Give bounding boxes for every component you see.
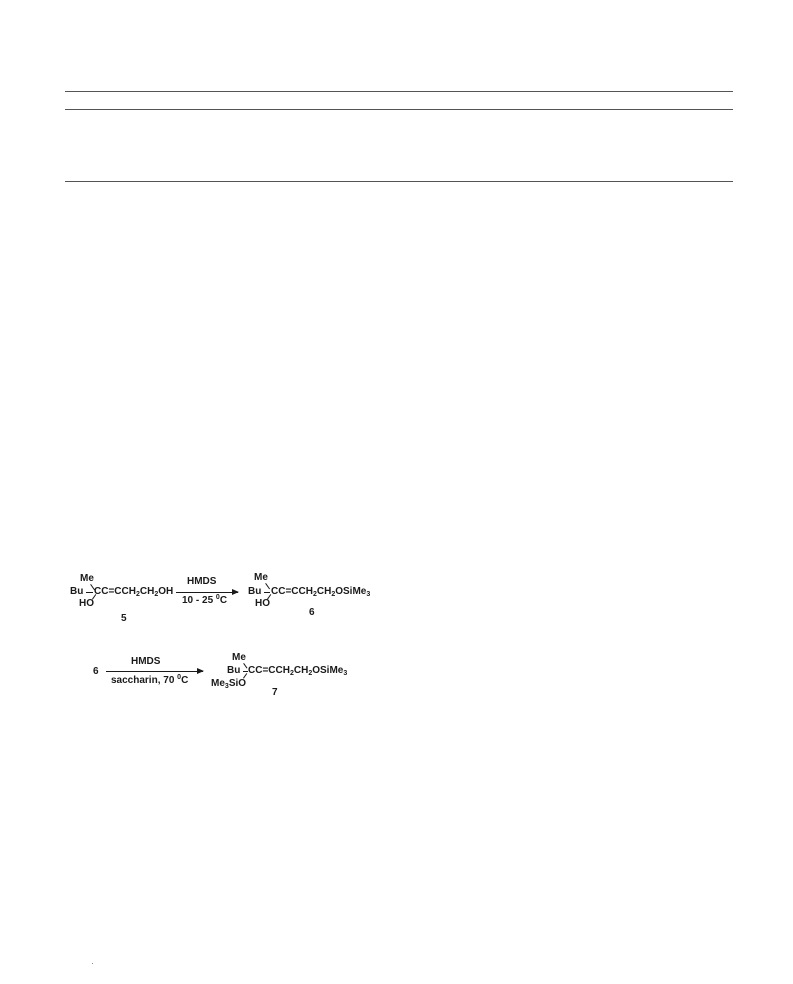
table-top-rule xyxy=(65,91,733,92)
condition-temp-1: 10 - 25 $^0$C xyxy=(182,594,228,606)
bond xyxy=(86,592,93,593)
bond xyxy=(243,663,247,668)
compound-label-5: 5 xyxy=(121,613,127,624)
product-7-chain: $CC=CCH_2CH_2OSiMe_3$ xyxy=(248,665,348,677)
reagent-hmds-2: HMDS xyxy=(131,656,161,667)
bond xyxy=(265,583,270,589)
reaction-arrow-1 xyxy=(176,592,238,593)
reaction-arrow-2 xyxy=(106,671,203,672)
product-6-me: Me xyxy=(254,572,268,583)
compound-label-7: 7 xyxy=(272,687,278,698)
product-7-me3sio: $Me_3SiO$ xyxy=(211,678,247,690)
product-6-chain: $CC=CCH_2CH_2OSiMe_3$ xyxy=(271,586,371,598)
condition-saccharin: saccharin, 70 $^0$C xyxy=(111,674,189,686)
reagent-hmds-1: HMDS xyxy=(187,576,217,587)
product-6-ho: HO xyxy=(255,598,270,609)
table-header-rule xyxy=(65,109,733,110)
reactant-5-ho: HO xyxy=(79,598,94,609)
product-7-bu: Bu xyxy=(227,665,241,676)
bond xyxy=(264,592,270,593)
product-7-me: Me xyxy=(232,652,246,663)
stray-mark xyxy=(92,963,93,964)
table-bottom-rule xyxy=(65,181,733,182)
reactant-label-6: 6 xyxy=(93,666,99,677)
reactant-5-chain: $CC=CCH_2CH_2OH$ xyxy=(94,586,174,598)
reactant-5-me: Me xyxy=(80,573,94,584)
reactant-5-bu: Bu xyxy=(70,586,84,597)
compound-label-6: 6 xyxy=(309,607,315,618)
product-6-bu: Bu xyxy=(248,586,262,597)
